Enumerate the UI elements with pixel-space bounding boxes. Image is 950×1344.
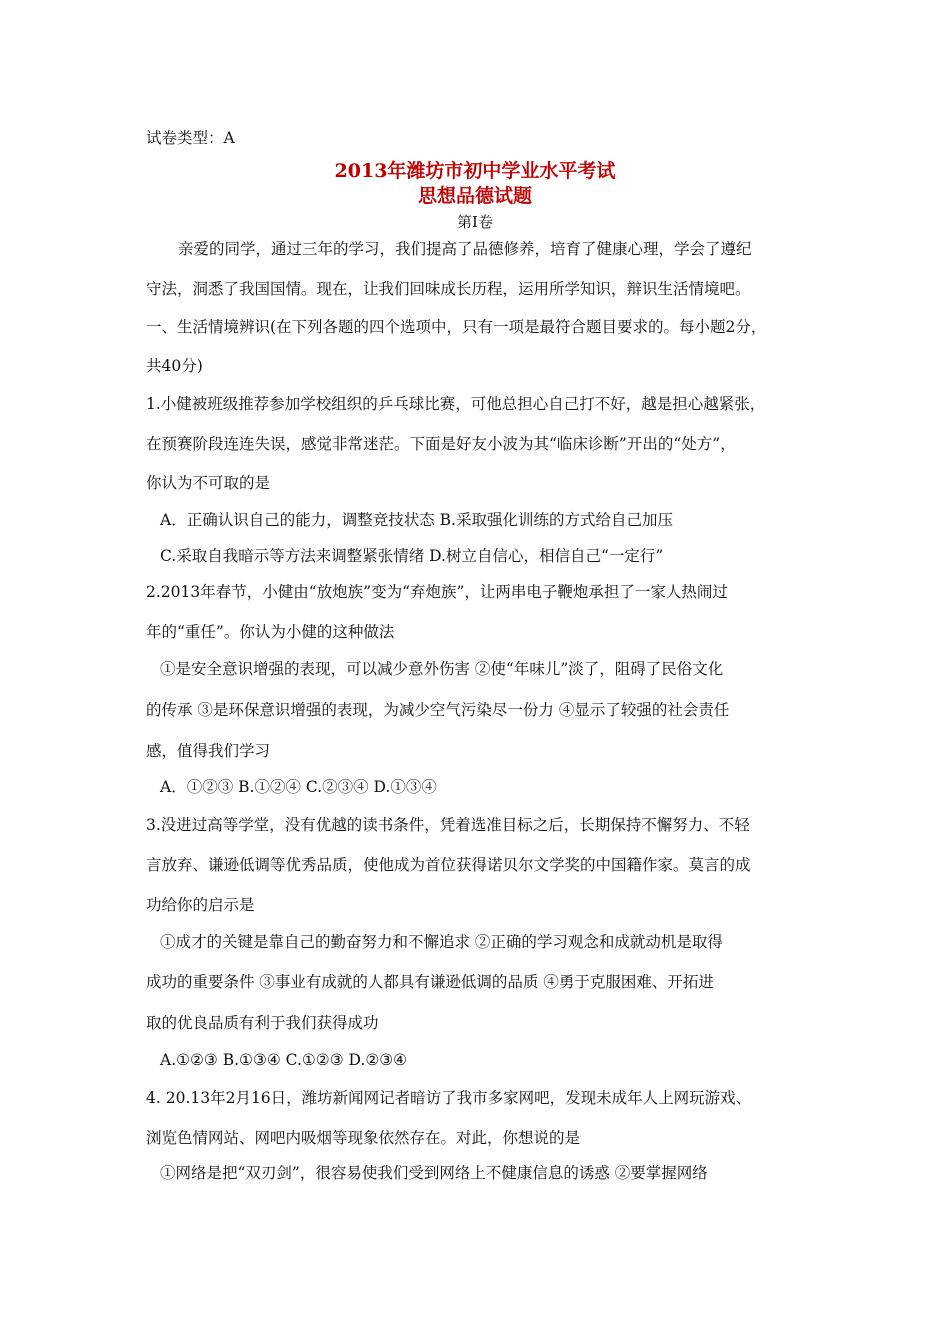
question-3-options: A.①②③ B.①③④ C.①②③ D.②③④ xyxy=(160,1051,408,1069)
question-3-stem: 功给你的启示是 xyxy=(146,896,255,914)
section-heading: 一、生活情境辨识(在下列各题的四个选项中，只有一项是最符合题目要求的。每小题2分， xyxy=(146,318,767,336)
question-4-stem: 4. 20.13年2月16日，潍坊新闻网记者暗访了我市多家网吧，发现未成年人上网玩游戏、 xyxy=(146,1089,752,1107)
question-1-stem: 1.小健被班级推荐参加学校组织的乒乓球比赛，可他总担心自己打不好，越是担心越紧张， xyxy=(146,395,766,413)
question-2-options: A．①②③ B.①②④ C.②③④ D.①③④ xyxy=(160,778,437,796)
section-heading: 共40分) xyxy=(146,357,203,375)
question-1-stem: 你认为不可取的是 xyxy=(146,474,271,492)
volume-label: 第I卷 xyxy=(457,213,493,231)
question-1-stem: 在预赛阶段连连失误，感觉非常迷茫。下面是好友小波为其“临床诊断”开出的“处方”， xyxy=(146,435,736,453)
intro-line: 守法，洞悉了我国国情。现在，让我们回味成长历程，运用所学知识，辩识生活情境吧。 xyxy=(146,280,751,298)
intro-line: 亲爱的同学，通过三年的学习，我们提高了品德修养，培育了健康心理，学会了遵纪 xyxy=(178,240,752,258)
question-2-statements: 的传承 ③是环保意识增强的表现，为减少空气污染尽一份力 ④显示了较强的社会责任 xyxy=(146,701,730,719)
question-3-stem: 言放弃、谦逊低调等优秀品质，使他成为首位获得诺贝尔文学奖的中国籍作家。莫言的成 xyxy=(146,856,751,874)
question-3-statements: ①成才的关键是靠自己的勤奋努力和不懈追求 ②正确的学习观念和成就动机是取得 xyxy=(160,933,723,951)
question-2-stem: 年的“重任”。你认为小健的这种做法 xyxy=(146,623,395,641)
question-4-statements: ①网络是把“双刃剑”，很容易使我们受到网络上不健康信息的诱惑 ②要掌握网络 xyxy=(160,1164,708,1182)
question-1-options: A．正确认识自己的能力，调整竞技状态 B.采取强化训练的方式给自己加压 xyxy=(160,511,673,529)
question-3-stem: 3.没进过高等学堂，没有优越的读书条件，凭着选准目标之后，长期保持不懈努力、不轻 xyxy=(146,816,750,834)
question-2-stem: 2.2013年春节，小健由“放炮族”变为“弃炮族”，让两串电子鞭炮承担了一家人热闹过 xyxy=(146,583,728,601)
question-2-statements: 感，值得我们学习 xyxy=(146,742,271,760)
question-3-statements: 成功的重要条件 ③事业有成就的人都具有谦逊低调的品质 ④勇于克服困难、开拓进 xyxy=(146,973,714,991)
paper-type: 试卷类型：A xyxy=(146,129,235,147)
exam-subtitle: 思想品德试题 xyxy=(417,185,532,207)
question-3-statements: 取的优良品质有利于我们获得成功 xyxy=(146,1014,379,1032)
question-1-options: C.采取自我暗示等方法来调整紧张情绪 D.树立自信心，相信自己“一定行” xyxy=(160,547,664,565)
question-2-statements: ①是安全意识增强的表现，可以减少意外伤害 ②使“年味儿”淡了，阻碍了民俗文化 xyxy=(160,660,724,678)
exam-title: 2013年潍坊市初中学业水平考试 xyxy=(334,160,616,182)
question-4-stem: 浏览色情网站、网吧内吸烟等现象依然存在。对此，你想说的是 xyxy=(146,1129,581,1147)
